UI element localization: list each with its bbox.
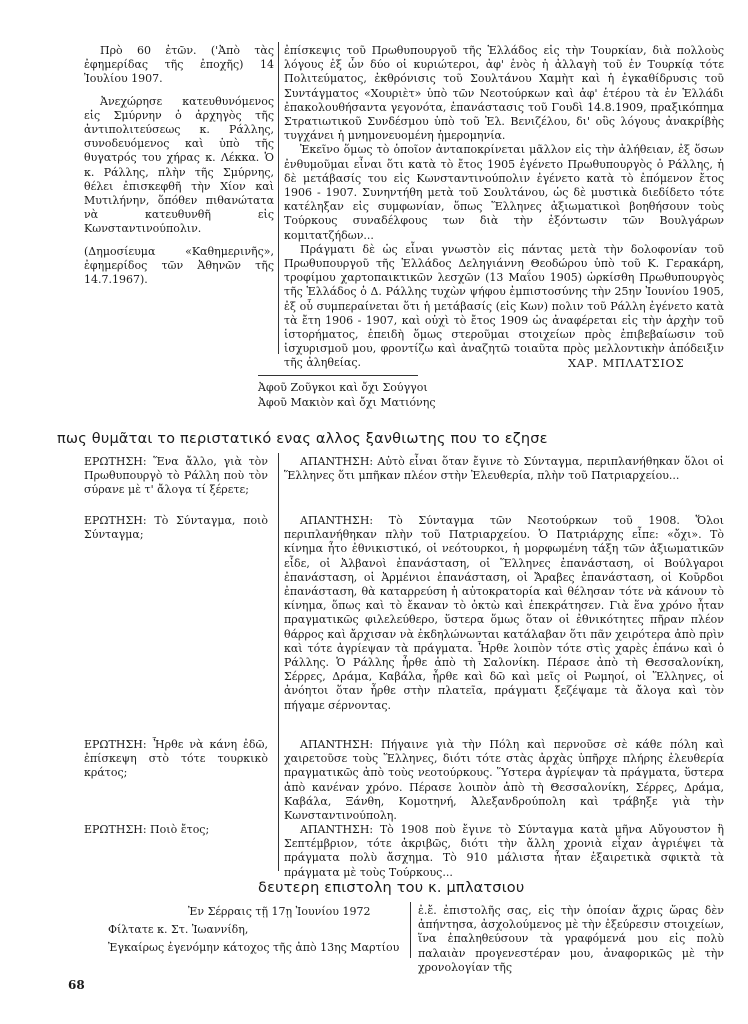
intro-paragraph: Πρὸ 60 ἐτῶν. ('Ἀπὸ τὰς ἐφημερίδας τῆς ἐποχῆς) 14 Ἰουλίου 1907. [84, 44, 274, 86]
letter-salutation: Φίλτατε κ. Στ. Ἰωαννίδη, [108, 923, 249, 936]
answer-3: ΑΠΑΝΤΗΣΗ: Πήγαινε γιὰ τὴν Πόλη καὶ περνοῦσε σὲ κάθε πόλη καὶ χαιρετοῦσε τοὺς Ἕλληνες, διότι τότε στὰς ἀρχὰς ὑπῆρχε πλήρης ἐλευθερία πραγματικῶς ἀπὸ τοὺς νεοτούρκους. Ὕστερα ἀγρίεψαν τὰ πράγματα, ὕστερα ἀπὸ κανέναν χρόνο. Πέρασε λοιπὸν ἀπὸ τὴ Θεσσαλονίκη, Σέρρες, Δράμα, Καβάλα, Ξάνθη, Κομοτηνή, Ἀλεξανδρούπολη καὶ τράβηξε γιὰ τὴν Κωνσταντινούπολη. [284, 738, 724, 823]
right-paragraph-1: ἐπίσκεψις τοῦ Πρωθυπουργοῦ τῆς Ἑλλάδος εἰς τὴν Τουρκίαν, διὰ πολλοὺς λόγους ἐξ ὧν δύο οἱ κυριώτεροι, ἀφ' ἑνὸς ἡ ἀλλαγὴ τοῦ ἐν Τουρκίᾳ τότε Πολιτεύματος, ἐκθρόνισις τοῦ Σουλτάνου Χαμὴτ καὶ ἡ ἐγκαθίδρυσις τοῦ Συντάγματος «Χουριὲτ» ὑπὸ τῶν Νεοτούρκων καὶ ἀφ' ἑτέρου τὰ ἐν Ἑλλάδι ἐπακολουθήσαντα γεγονότα, ἐπανάστασις τοῦ Γουδὶ 14.8.1909, πραξικόπημα Στρατιωτικοῦ Συνδέσμου ὑπὸ τοῦ Ἐλ. Βενιζέλου, δι' οὓς λόγους ἀνακρίβὴς τυγχάνει ἡ μνημονευομένη ἡμερομηνία. [284, 44, 724, 143]
source-paragraph: (Δημοσίευμα «Καθημερινῆς», ἐφημερίδος τῶν Ἀθηνῶν τῆς 14.7.1967). [84, 244, 274, 287]
right-paragraph-2: Ἐκεῖνο ὅμως τὸ ὁποῖον ἀνταποκρίνεται μᾶλλον εἰς τὴν ἀλήθειαν, ἐξ ὅσων ἐνθυμοῦμαι εἶναι ὅτι κατὰ τὸ ἔτος 1905 ἐγένετο Πρωθυπουργὸς ὁ Ράλλης, ἡ δὲ μετάβασίς του εἰς Κωνσταντινούπολιν ἐγένετο κατὰ τὸ ἐπόμενον ἔτος 1906 - 1907. Συνηντήθη μετὰ τοῦ Σουλτάνου, ὡς δὲ μυστικὰ διεδίδετο τότε κατέληξαν εἰς συμφωνίαν, ὅπως Ἕλληνες ἀξιωματικοὶ βοηθήσουν τοὺς Τούρκους συναδέλφους των διὰ τὴν ἐξόντωσιν τῶν Βουλγάρων κομιτατζήδων... [284, 143, 724, 242]
question-4: ΕΡΩΤΗΣΗ: Ποιὸ ἔτος; [84, 823, 210, 836]
letter-date: Ἐν Σέρραις τῇ 17ῃ Ἰουνίου 1972 [188, 905, 371, 918]
letter-continuation: ἐ.ἔ. ἐπιστολῆς σας, εἰς τὴν ὁποίαν ἄχρις ὥρας δὲν ἀπήντησα, ἀσχολούμενος μὲ τὴν ἐξεύρεσιν στοιχείων, ἵνα ἐπαληθεύσουν τὰ γραφόμενά μου εἰς πολὺ παλαιὰν προγενεστέραν μου, ἀναφορικῶς μὲ τὴν χρονολογίαν τῆς [418, 904, 724, 974]
top-right-column [284, 44, 724, 371]
question-1: ΕΡΩΤΗΣΗ: Ἕνα ἄλλο, γιὰ τὸν Πρωθυπουργὸ τὸ Ράλλη ποὺ τὸν σύρανε μὲ τ' ἄλογα τί ξέρετε; [84, 455, 268, 497]
column-divider-qa [278, 453, 279, 871]
answer-2: ΑΠΑΝΤΗΣΗ: Τὸ Σύνταγμα τῶν Νεοτούρκων τοῦ 1908. Ὅλοι περιπλανήθηκαν πλὴν τοῦ Πατριαρχείου. Ὁ Πατριάρχης εἶπε: «ὄχι». Τὸ κίνημα ἦτο ἐθνικιστικό, οἱ νεότουρκοι, ἡ μορφωμένη τάξη τῶν ἀξιωματικῶν εἶδε, οἱ Ἀλβανοὶ ἐπανάσταση, οἱ Ἕλληνες ἐπανάσταση, οἱ Βούλγαροι ἐπανάσταση, οἱ Ἀρμένιοι ἐπανάσταση, οἱ Ἄραβες ἐπανάσταση, οἱ Κοῦρδοι ἐπανάσταση, θὰ καταρρεύση ἡ αὐτοκρατορία καὶ θέλησαν τότε νὰ κάνουν τὸ κίνημα, ὅπως καὶ τὸ ἔκαναν τὸ ὀκτὼ καὶ ἐπεκράτησεν. Γιὰ ἕνα χρόνο ἦταν πραγματικῶς φιλελεύθερο, ὕστερα ὅμως ὅταν οἱ ἐθνικότητες πῆραν πλέον θάρρος καὶ ἄρχισαν νὰ ἐκδηλώνωνται κατάλαβαν ὅτι πᾶν χειρότερα ἀπὸ πρὶν καὶ τότε ἀγρίεψαν τὰ πράγματα. Ἦρθε λοιπὸν τότε στὶς χαρὲς ἐπάνω καὶ ὁ Ράλλης. Ὁ Ράλλης ἦρθε ἀπὸ τὴ Σαλονίκη. Πέρασε ἀπὸ τὴ Θεσσαλονίκη, Σέρρες, Δράμα, Καβάλα, ἦρθε καὶ δῶ καὶ μεῖς οἱ Ρωμηοί, οἱ Ἕλληνες, οἱ ἀνόητοι ὅταν ἦρθε στὴν πλατεῖα, πράγματι ξεζέψαμε τὰ ἄλογα καὶ τὸν πήγαμε σέρνοντας. [284, 514, 724, 712]
question-3: ΕΡΩΤΗΣΗ: Ἦρθε νὰ κάνη ἐδῶ, ἐπίσκεψη στὸ τότε τουρκικὸ κράτος; [84, 738, 268, 780]
report-paragraph: Ἀνεχώρησε κατευθυνόμενος εἰς Σμύρνην ὁ ἀρχηγὸς τῆς ἀντιπολιτεύσεως κ. Ράλλης, συνοδευόμενος καὶ ὑπὸ τῆς θυγατρός του χήρας κ. Λέκκα. Ὁ κ. Ράλλης, πλὴν τῆς Σμύρνης, θέλει ἐπισκεφθῆ τὴν Χίον καὶ Μυτιλήνην, ὅπόθεν πιθανώτατα νὰ κατευθυνθῆ εἰς Κωνσταντινούπολιν. [84, 94, 274, 236]
quote-line-2: Ἀφοῦ Μακιὸν καὶ ὄχι Ματιόνης [258, 396, 436, 409]
top-left-column [84, 44, 274, 287]
question-2: ΕΡΩΤΗΣΗ: Τὸ Σύνταγμα, ποιὸ Σύνταγμα; [84, 514, 268, 542]
section-heading-2: δευτερη επιστολη του κ. μπλατσιου [258, 880, 525, 896]
column-divider-top [278, 42, 279, 354]
answer-4: ΑΠΑΝΤΗΣΗ: Τὸ 1908 ποὺ ἔγινε τὸ Σύνταγμα κατὰ μῆνα Αὔγουστον ἢ Σεπτέμβριον, τότε ἀκριβῶς, διότι τὴν ἄλλη χρονιὰ εἶχαν ἀγριέψει τὰ πράγματα πολὺ ἄσχημα. Τὸ 910 μάλιστα ἦταν ἐξαιρετικὰ σφικτὰ τὰ πράγματα μὲ τοὺς Τούρκους... [284, 823, 724, 879]
quote-block [258, 380, 558, 410]
signature: ΧΑΡ. ΜΠΛΑΤΣΙΟΣ [568, 356, 685, 370]
column-divider-letter [410, 902, 411, 958]
page-number: 68 [68, 978, 85, 992]
section-heading-1: πως θυμᾶται το περιστατικό ενας αλλος ξανθιωτης που το εζησε [57, 431, 548, 447]
right-paragraph-3: Πράγματι δὲ ὡς εἶναι γνωστὸν εἰς πάντας μετὰ τὴν δολοφονίαν τοῦ Πρωθυπουργοῦ τῆς Ἑλλάδος Δεληγιάννη Θεοδώρου ὑπὸ τοῦ Κ. Γερακάρη, τροφίμου χαρτοπαικτικῶν λεσχῶν (13 Μαΐου 1905) ὡρκίσθη Πρωθυπουργὸς τῆς Ἑλλάδος ὁ Δ. Ράλλης τυχὼν ψήφου ἐμπιστοσύνης τὴν 25ην Ἰουνίου 1905, ἐξ οὗ συμπεραίνεται ὅτι ἡ μετάβασίς (εἰς Κων) πολιν τοῦ Ράλλη ἐγένετο κατὰ τὰ ἔτη 1906 - 1907, καὶ οὐχὶ τὸ ἔτος 1909 ὡς ἀναφέρεται εἰς τὴν ἀρχὴν τοῦ ἱστορήματος, ἐπειδὴ ὅμως στεροῦμαι στοιχείων πρὸς ἐπιβεβαίωσιν τοῦ ἰσχυρισμοῦ μου, φροντίζω καὶ ἀναζητῶ τοιαῦτα πρὸς μελλοντικὴν ἀπόδειξιν τῆς ἀληθείας. [284, 242, 724, 370]
quote-line-1: Ἀφοῦ Ζοῦγκοι καὶ ὄχι Σούγγοι [258, 381, 428, 394]
quote-rule [258, 375, 418, 376]
answer-1: ΑΠΑΝΤΗΣΗ: Αὐτὸ εἶναι ὅταν ἔγινε τὸ Σύνταγμα, περιπλανήθηκαν ὅλοι οἱ Ἕλληνες ὅτι μπῆκαν πλέον στὴν Ἐλευθερία, πλὴν τοῦ Πατριαρχείου... [284, 455, 724, 483]
letter-opening: Ἐγκαίρως ἐγενόμην κάτοχος τῆς ἀπὸ 13ης Μαρτίου [108, 941, 400, 954]
